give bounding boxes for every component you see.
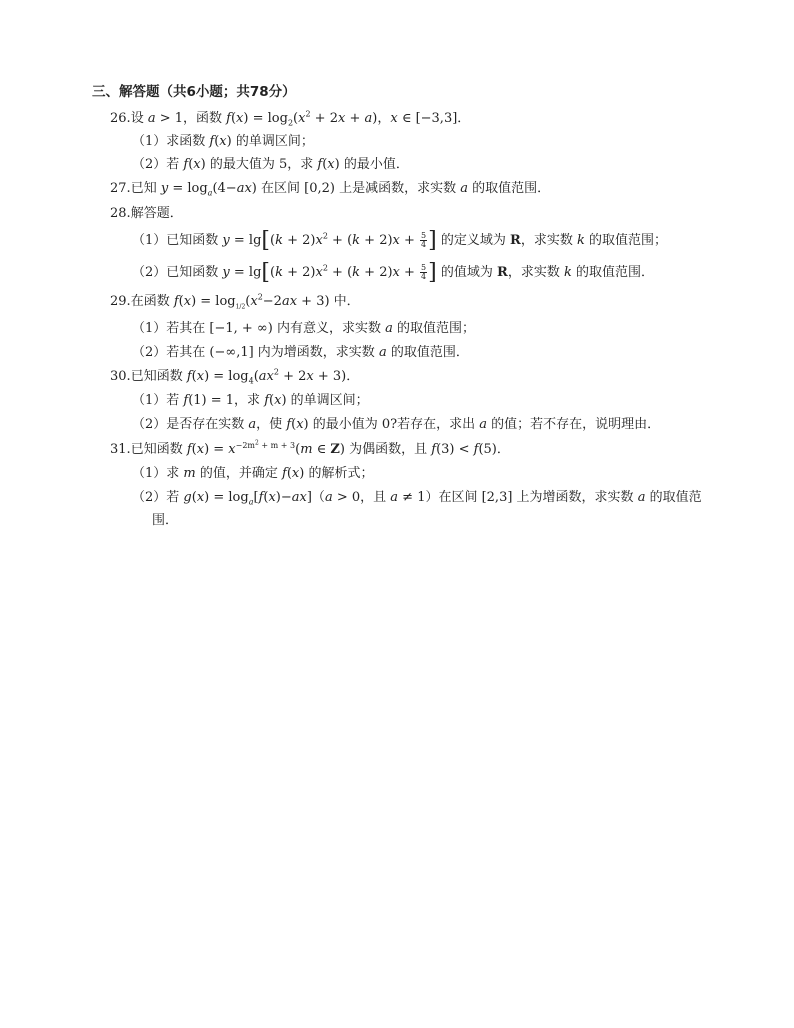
problem-28-stem: 28.解答题． [110,206,183,221]
problem-28-part-1: （1）已知函数 $y = \lg[(k + 2)x^2 + (k + 2)x$ + $\frac{5}{4}$ ] 的定义域为 R，求实数 k 的取值范围； [132,228,667,253]
problem-30-part-2: （2）是否存在实数 a，使 f(x) 的最小值为 0?若存在，求出 a 的值；若不存在，说明理由． [132,417,661,432]
problem-number: 27. [110,181,131,196]
problem-30-stem: 30.已知函数 $f(x) = \log_4(ax^2 + 2x + 3)$． [110,367,360,386]
problem-31-part-1: （1）求 m 的值，并确定 f(x) 的解析式； [132,466,374,481]
problem-number: 26. [110,111,131,126]
problem-26-stem: 26.设 a > 1，函数 $f(x) = \log_2(x^2 + 2x + a)$，x ∈ [−3,3]． [110,109,471,128]
problem-31-stem: 31.已知函数 $f(x) = x^{-2m^2 + m + 3}(m$ ∈ Z) 为偶函数，且 f(3) < f(5)． [110,439,510,457]
problem-29-part-2: （2）若其在 (−∞,1] 内为增函数，求实数 a 的取值范围． [132,345,469,360]
problem-number: 31. [110,442,131,457]
problem-30-part-1: （1）若 f(1) = 1，求 f(x) 的单调区间； [132,393,369,408]
problem-26-part-1: （1）求函数 f(x) 的单调区间； [132,134,314,149]
fraction: $\frac{5}{4}$ [421,231,427,249]
section-heading [92,84,296,100]
problem-29-part-1: （1）若其在 [−1, + ∞) 内有意义，求实数 a 的取值范围； [132,321,476,336]
problem-number: 28. [110,206,131,221]
fraction: $\frac{5}{4}$ [421,263,427,281]
problem-31-part-2-continued: 围． [152,513,179,528]
problem-28-part-2: （2）已知函数 $y = \lg[(k + 2)x^2 + (k + 2)x$ + $\frac{5}{4}$ ] 的值域为 R，求实数 k 的取值范围． [132,260,654,285]
problem-number: 29. [110,294,131,309]
problem-number: 30. [110,369,131,384]
problem-27-stem: 27.已知 $y = \log_a(4-ax)$ 在区间 [0,2) 上是减函数，求实数 a 的取值范围． [110,181,551,198]
problem-31-part-2: （2）若 $g(x) = \log_a[f(x)-ax](a > 0$，且 a ≠ 1）在区间 [2,3] 上为增函数，求实数 a 的取值范 [132,490,702,507]
problem-29-stem: 29.在函数 $f(x) = \log_{1/2}(x^2-2ax + 3)$ 中． [110,292,360,311]
problem-26-part-2: （2）若 f(x) 的最大值为 5，求 f(x) 的最小值． [132,157,409,172]
section-title: 三、解答题（共6小题；共78分） [92,84,296,100]
